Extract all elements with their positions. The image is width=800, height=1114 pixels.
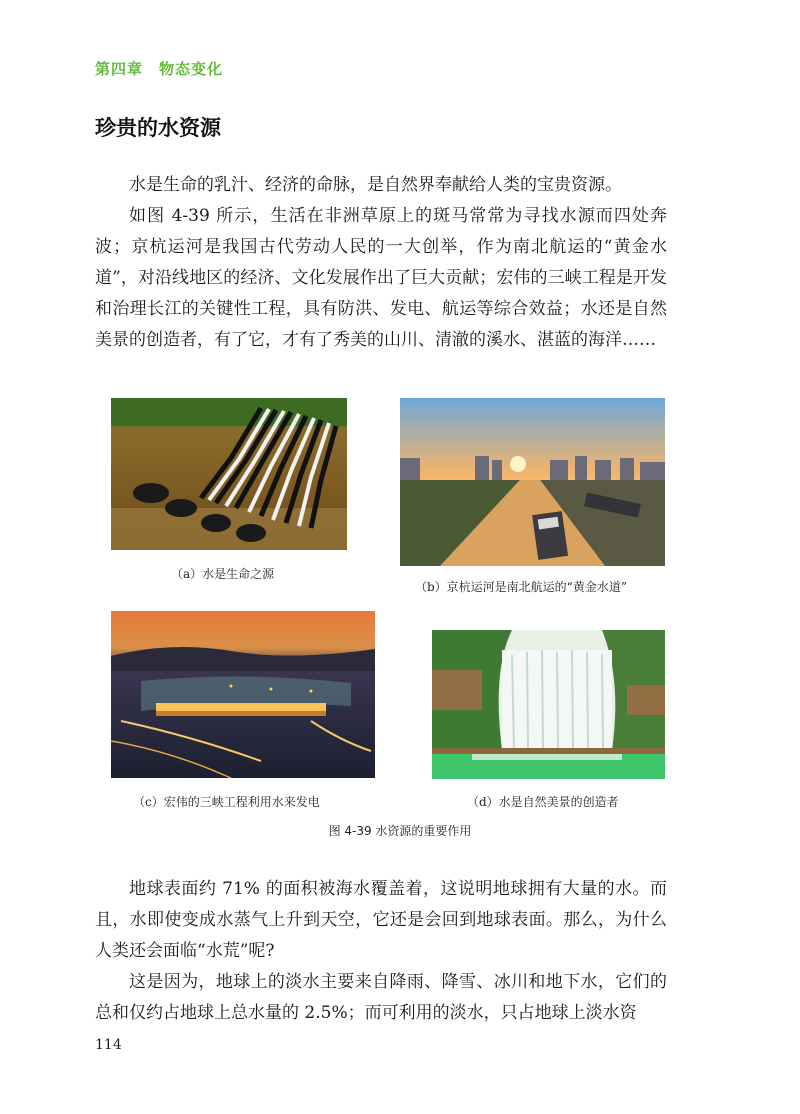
section-title: 珍贵的水资源 — [95, 116, 221, 140]
page-number: 114 — [95, 1037, 122, 1053]
chapter-header: 第四章 物态变化 — [95, 60, 224, 78]
photo-grand-canal — [400, 398, 665, 566]
paragraph-fresh-water: 这是因为，地球上的淡水主要来自降雨、降雪、冰川和地下水，它们的总和仅约占地球上总水量的 2.5%；而可利用的淡水，只占地球上淡水资 — [95, 972, 667, 1023]
caption-b: （b）京杭运河是南北航运的“黄金水道” — [415, 580, 627, 594]
paragraph-examples: 如图 4-39 所示，生活在非洲草原上的斑马常常为寻找水源而四处奔波；京杭运河是我国古代劳动人民的一大创举，作为南北航运的“黄金水道”，对沿线地区的经济、文化发展作出了巨大贡献；宏伟的三峡工程是开发和治理长江的关键性工程，具有防洪、发电、航运等综合效益；水还是自然美景的创造者，有了它，才有了秀美的山川、清澈的溪水、湛蓝的海洋…… — [95, 206, 667, 350]
caption-c: （c）宏伟的三峡工程利用水来发电 — [133, 795, 320, 809]
caption-a: （a）水是生命之源 — [171, 567, 275, 581]
photo-three-gorges-dam — [111, 611, 375, 778]
figure-title: 图 4-39 水资源的重要作用 — [328, 824, 472, 838]
paragraph-intro: 水是生命的乳汁、经济的命脉，是自然界奉献给人类的宝贵资源。 — [129, 175, 622, 195]
caption-d: （d）水是自然美景的创造者 — [467, 795, 619, 809]
photo-waterfall — [432, 630, 665, 779]
paragraph-water-coverage: 地球表面约 71% 的面积被海水覆盖着，这说明地球拥有大量的水。而且，水即使变成水蒸气上升到天空，它还是会回到地球表面。那么，为什么人类还会面临“水荒”呢? — [95, 879, 667, 961]
photo-zebras — [111, 398, 347, 550]
